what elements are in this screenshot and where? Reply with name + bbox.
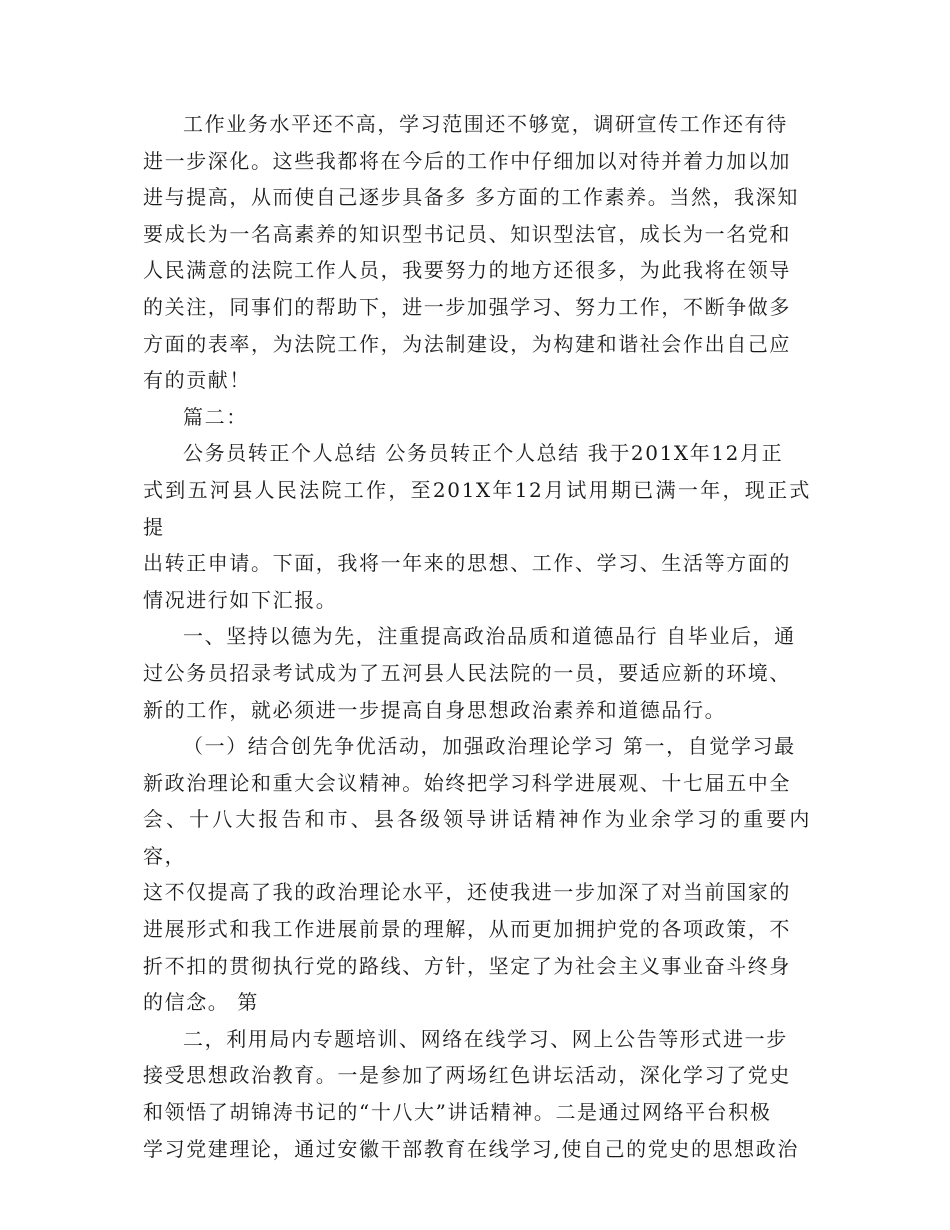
- paragraph: [143, 728, 811, 1021]
- text-line: 进与提高，从而使自己逐步具备多 多方面的工作素养。当然，我深知: [143, 185, 799, 210]
- paragraph: [143, 399, 811, 436]
- text-line: 二，利用局内专题培训、网络在线学习、网上公告等形式进一步: [183, 1026, 788, 1051]
- text-line: 一、坚持以德为先，注重提高政治品质和道德品行 自毕业后，通: [183, 624, 796, 649]
- text-line: 进一步深化。这些我都将在今后的工作中仔细加以对待并着力加以加: [143, 148, 791, 173]
- text-line: 这不仅提高了我的政治理论水平，还使我进一步加深了对当前国家的: [143, 880, 791, 905]
- text-line: 折不扣的贯彻执行党的路线、方针，坚定了为社会主义事业奋斗终身: [143, 953, 791, 978]
- text-line: 的关注，同事们的帮助下，进一步加强学习、努力工作，不断争做多: [143, 294, 791, 319]
- text-line: 工作业务水平还不高，学习范围还不够宽，调研宣传工作还有待: [183, 112, 788, 136]
- paragraph: [143, 435, 811, 618]
- text-line: 情况进行如下汇报。: [143, 587, 338, 612]
- text-line: 式到五河县人民法院工作，至201X年12月试用期已满一年，现正式提: [143, 477, 811, 539]
- text-line: （一）结合创先争优活动，加强政治理论学习 第一，自觉学习最: [183, 734, 796, 759]
- text-line: 出转正申请。下面，我将一年来的思想、工作、学习、生活等方面的: [143, 551, 791, 576]
- document-body: [143, 106, 811, 1167]
- text-line: 新的工作，就必须进一步提高自身思想政治素养和道德品行。: [143, 697, 727, 722]
- text-line: 篇二：: [183, 404, 248, 429]
- text-line: 进展形式和我工作进展前景的理解，从而更加拥护党的各项政策，不: [143, 917, 791, 942]
- text-line: 新政治理论和重大会议精神。始终把学习科学进展观、十七届五中全: [143, 770, 791, 795]
- paragraph: [143, 618, 811, 728]
- paragraph: [143, 106, 811, 399]
- text-line: 有的贡献！: [143, 368, 251, 393]
- text-line: 公务员转正个人总结 公务员转正个人总结 我于201X年12月正: [183, 441, 784, 466]
- text-line: 会、十八大报告和市、县各级领导讲话精神作为业余学习的重要内容，: [143, 807, 811, 868]
- text-line: 过公务员招录考试成为了五河县人民法院的一员，要适应新的环境、: [143, 660, 791, 685]
- text-line: 和领悟了胡锦涛书记的“十八大”讲话精神。二是通过网络平台积极: [143, 1100, 772, 1125]
- paragraph: [143, 1021, 811, 1167]
- text-line: 要成长为一名高素养的知识型书记员、知识型法官，成长为一名党和: [143, 221, 791, 246]
- text-line: 的信念。 第: [143, 990, 259, 1015]
- text-line: 学习党建理论，通过安徽干部教育在线学习,使自己的党史的思想政治: [143, 1136, 799, 1161]
- text-line: 方面的表率，为法院工作，为法制建设，为构建和谐社会作出自己应: [143, 331, 791, 356]
- text-line: 人民满意的法院工作人员，我要努力的地方还很多，为此我将在领导: [143, 258, 791, 283]
- text-line: 接受思想政治教育。一是参加了两场红色讲坛活动，深化学习了党史: [143, 1063, 791, 1088]
